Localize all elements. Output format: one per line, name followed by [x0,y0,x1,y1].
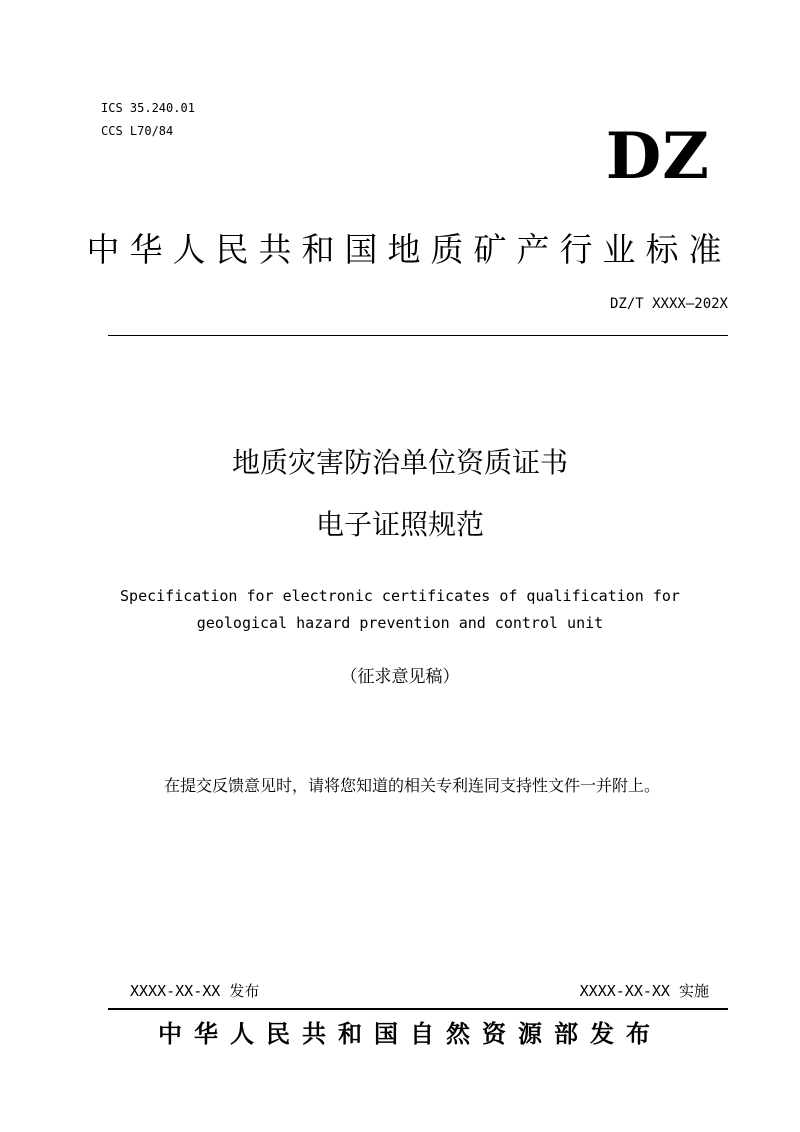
patent-notice: 在提交反馈意见时，请将您知道的相关专利连同支持性文件一并附上。 [163,776,660,795]
document-title-line-1: 地质灾害防治单位资质证书 [231,446,568,479]
draft-status-note: （征求意见稿） [340,667,460,687]
publish-date: XXXX-XX-XX 发布 [130,982,260,1000]
header-divider [108,335,728,336]
english-title-line-1: Specification for electronic certificates of qualification for [120,587,680,605]
ccs-code: CCS L70/84 [101,124,174,138]
document-title-line-2: 电子证照规范 [315,508,484,541]
english-title-line-2: geological hazard prevention and control unit [196,614,604,632]
footer-divider [108,1008,728,1010]
standard-category-title: 中华人民共和国地质矿产行业标准 [86,230,732,269]
document-number: DZ/T XXXX—202X [609,296,728,312]
standard-mark-logo: DZ [605,119,710,194]
implement-date: XXXX-XX-XX 实施 [579,982,709,1000]
ics-code: ICS 35.240.01 [101,101,195,115]
issuing-authority: 中华人民共和国自然资源部发布 [158,1020,662,1048]
